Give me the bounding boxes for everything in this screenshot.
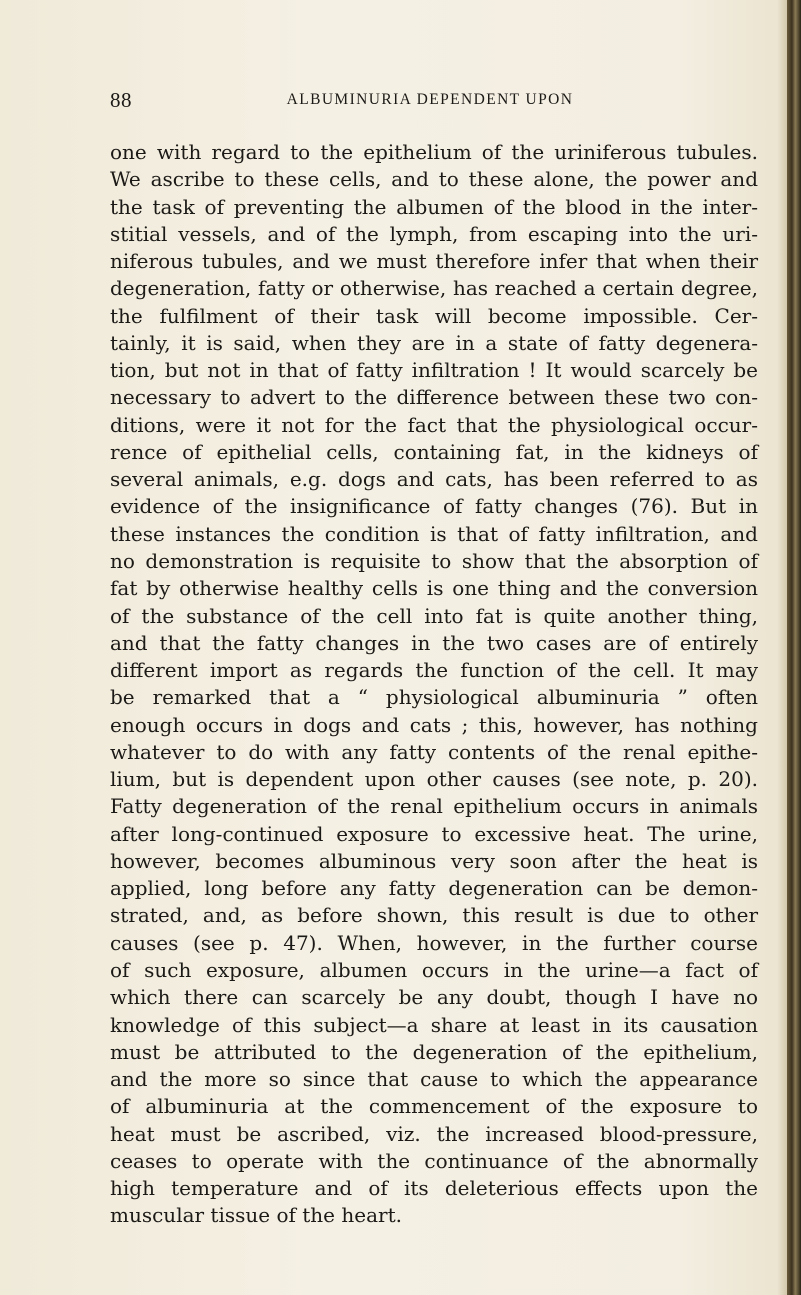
text-line: must be attributed to the degeneration of the epithelium,: [110, 1039, 758, 1064]
text-line: however, becomes albuminous very soon after the heat is: [110, 848, 758, 873]
page-edge-shadow: [777, 0, 787, 1295]
text-line: Fatty degeneration of the renal epithelium occurs in animals: [110, 794, 758, 819]
text-line: several animals, e.g. dogs and cats, has been referred to as: [110, 467, 758, 492]
text-line: high temperature and of its deleterious effects upon the: [110, 1176, 758, 1201]
text-line: lium, but is dependent upon other causes (see note, p. 20).: [110, 767, 758, 792]
text-line: enough occurs in dogs and cats ; this, however, has nothing: [110, 712, 758, 737]
text-line: one with regard to the epithelium of the uriniferous tubules.: [110, 140, 758, 164]
text-line: ditions, were it not for the fact that the physiological occur-: [110, 412, 758, 437]
text-line: fat by otherwise healthy cells is one thing and the conversion: [110, 576, 758, 601]
text-line: stitial vessels, and of the lymph, from escaping into the uri-: [110, 221, 758, 246]
text-line: the task of preventing the albumen of the blood in the inter-: [110, 194, 758, 219]
text-line: evidence of the insignificance of fatty changes (76). But in: [110, 494, 758, 519]
text-line: of the substance of the cell into fat is quite another thing,: [110, 603, 758, 628]
text-line: strated, and, as before shown, this result is due to other: [110, 903, 758, 928]
text-line: applied, long before any fatty degeneration can be demon-: [110, 876, 758, 901]
page-number: 88: [110, 88, 132, 112]
text-line: of albuminuria at the commencement of the exposure to: [110, 1094, 758, 1119]
text-line: causes (see p. 47). When, however, in the further course: [110, 930, 758, 955]
text-line: the fulfilment of their task will become impossible. Cer-: [110, 303, 758, 328]
text-line: rence of epithelial cells, containing fat, in the kidneys of: [110, 439, 758, 464]
text-line: degeneration, fatty or otherwise, has reached a certain degree,: [110, 276, 758, 301]
text-line: no demonstration is requisite to show that the absorption of: [110, 548, 758, 573]
book-binding-edge: [787, 0, 801, 1295]
text-line: different import as regards the function of the cell. It may: [110, 658, 758, 683]
text-line: and the more so since that cause to which the appearance: [110, 1067, 758, 1092]
text-line: whatever to do with any fatty contents of the renal epithe-: [110, 739, 758, 764]
text-line: heat must be ascribed, viz. the increased blood-pressure,: [110, 1121, 758, 1146]
text-line: and that the fatty changes in the two cases are of entirely: [110, 630, 758, 655]
text-line: ceases to operate with the continuance of the abnormally: [110, 1148, 758, 1173]
text-line: of such exposure, albumen occurs in the urine—a fact of: [110, 957, 758, 982]
text-line: be remarked that a “ physiological albuminuria ” often: [110, 685, 758, 710]
text-line: tion, but not in that of fatty infiltration ! It would scarcely be: [110, 358, 758, 383]
text-line: tainly, it is said, when they are in a state of fatty degenera-: [110, 330, 758, 355]
text-line: these instances the condition is that of fatty infiltration, and: [110, 521, 758, 546]
text-line: knowledge of this subject—a share at least in its causation: [110, 1012, 758, 1037]
body-paragraph: [110, 139, 758, 1230]
text-line: We ascribe to these cells, and to these alone, the power and: [110, 167, 758, 192]
text-line: which there can scarcely be any doubt, though I have no: [110, 985, 758, 1010]
text-line-last: muscular tissue of the heart.: [110, 1203, 402, 1228]
text-line: niferous tubules, and we must therefore infer that when their: [110, 249, 758, 274]
text-line: after long-continued exposure to excessive heat. The urine,: [110, 821, 758, 846]
running-head: ALBUMINURIA DEPENDENT UPON: [286, 91, 574, 108]
text-line: necessary to advert to the difference between these two con-: [110, 385, 758, 410]
page-header: [110, 88, 750, 118]
